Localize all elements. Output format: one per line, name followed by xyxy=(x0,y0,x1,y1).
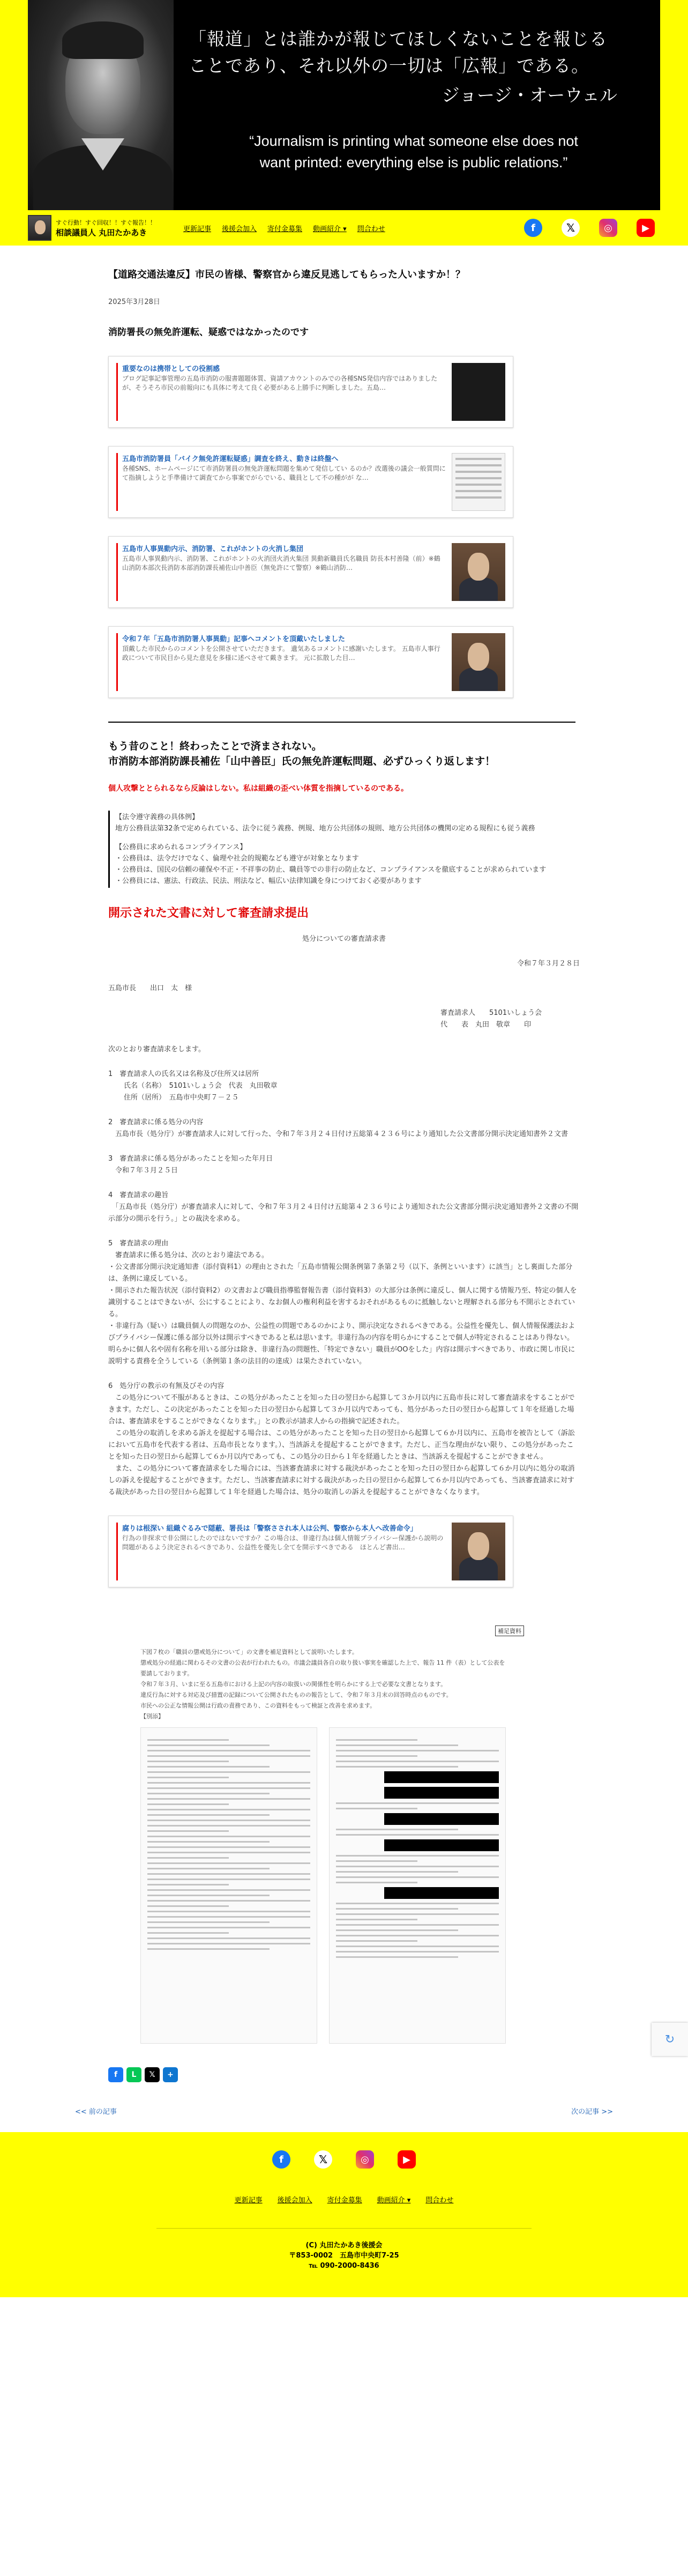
headline-emphasis xyxy=(108,739,580,769)
link-card[interactable] xyxy=(108,356,513,428)
quote-jp-line: 「報道」とは誰かが報じてほしくないことを報じる xyxy=(189,28,608,49)
recaptcha-badge[interactable]: ↻ xyxy=(652,2023,688,2056)
quote-jp xyxy=(189,26,639,79)
nav-bar xyxy=(0,210,688,246)
quote-line: 【公務員に求められるコンプライアンス】 xyxy=(115,843,247,851)
letter-line: また、この処分について審査請求をした場合には、当該審査請求に対する裁決があったことを知った日の翌日から起算して６か月以内に処分の取消しの訴えを提起することができます。ただし、当該審査請求に対する裁決があった日の翌日から起算して６か月以内であっても、当該審査請求に対する裁決があった日の翌日から起算して１年を経過した場合は、処分の取消しの訴えを提起することができなくなります。 xyxy=(108,1465,575,1496)
next-post-link[interactable]: 次の記事 >> xyxy=(571,2108,613,2116)
related-card[interactable] xyxy=(108,1516,513,1587)
letter-section xyxy=(108,1190,580,1225)
letter-line: 6 処分庁の教示の有無及びその内容 xyxy=(108,1382,225,1390)
quote-jp-line: ことであり、それ以外の一切は「広報」である。 xyxy=(189,55,589,76)
link-card-thumbnail[interactable] xyxy=(452,633,505,691)
quote-en-line: want printed: everything else is public relations.” xyxy=(259,154,568,170)
letter-line: この処分の取消しを求める訴えを提起する場合は、この処分があったことを知った日の翌日から起算して６か月以内に、五島市を被告として（訴訟において五島市を代表する者は、五島市長となります。）、当該訴えを提起することができます。ただし、正当な理由がない限り、この処分があったことを知った日の翌日から起算して６か月以内であっても、この処分の日から１年を経過したときは、当該訴えを提起することができません。 xyxy=(108,1429,575,1461)
footer-links xyxy=(0,2194,688,2204)
youtube-icon[interactable]: ▶ xyxy=(637,219,655,237)
letter-line: ・非違行為（疑い）は職員個人の問題なのか、公益性の問題であるのかにより、開示決定なされるべきである。公益性を優先し、個人情報保護法およびプライバシー保護に係る部分以外は開示すべきであると私は思います。非違行為の内容を明らかにすることで個人が特定されることはあり得ない。明らかに個人名や固有名称を用いる部分は除き、非違行為の問題性、「特定できない」職員がOOをした」内容は開示すべきであり、市政に関し市民に説明する責務を全うしている（条例第１条の法目的の達成）は果たされていない。 xyxy=(108,1322,575,1365)
nav-social xyxy=(524,219,655,237)
facebook-icon[interactable]: f xyxy=(272,2150,290,2169)
link-card-title[interactable]: 重要なのは携帯としての役割感 xyxy=(122,365,220,373)
letter-line: 5 審査請求の理由 xyxy=(108,1239,169,1248)
related-card-excerpt: 行為の非探求で非公開にしたのではないですか？この場合は、非違行為は個人情報プライバシー保護から説明の問題があるよう決定されるべきであり、公益性を優先し全てを開示すべきである ほとんど書出… xyxy=(122,1534,444,1551)
header-banner xyxy=(0,0,688,210)
footer xyxy=(0,2132,688,2297)
letter-sender xyxy=(440,1007,580,1031)
link-card-title[interactable]: 五島市消防署員「バイク無免許運転疑惑」調査を終え、動きは終盤へ xyxy=(122,455,339,463)
quote-author: ジョージ・オーウェル xyxy=(442,85,617,106)
quote-line: 【法令遵守義務の具体例】 xyxy=(115,813,199,821)
site-tagline: すぐ行動！すぐ回収！！すぐ報告！！ xyxy=(56,219,156,226)
instagram-icon[interactable]: ◎ xyxy=(599,219,617,237)
footer-link-updates[interactable]: 更新記事 xyxy=(234,2196,263,2204)
nav-link-contact[interactable]: 問合わせ xyxy=(357,225,385,233)
link-card-title[interactable]: 五島市人事異動内示、消防署、これがホントの火消し集団 xyxy=(122,545,304,553)
x-icon[interactable]: 𝕏 xyxy=(314,2150,332,2169)
footer-link-contact[interactable]: 問合わせ xyxy=(425,2196,454,2204)
letter-sender-line: 審査請求人 5101いしょう会 xyxy=(440,1009,542,1017)
link-card[interactable] xyxy=(108,626,513,698)
document-intro-line: 下図７枚の「職員の懲戒処分について」の文書を補足資料として説明いたします。 xyxy=(140,1649,358,1656)
quote-line: 地方公務員法第32条で定められている、法令に従う義務、例規、地方公共団体の規則、地方公共団体の機関の定める規程にも従う義務 xyxy=(115,825,535,833)
document-caption: 【別添】 xyxy=(140,1713,164,1720)
document-intro-line: 市民への公正な情報公開は行政の責務であり、この資料をもって検証と改善を求めます。 xyxy=(140,1702,376,1709)
quote-line: ・公務員は、国民の信頼の確保や不正・不祥事の防止、職員等での非行の防止など、コンプライアンスを徹底することが求められています xyxy=(115,866,547,874)
footer-line: 〒853-0002 五島市中央町7-25 xyxy=(289,2252,399,2260)
letter-sender-line: 代 表 丸田 敬章 印 xyxy=(440,1021,532,1029)
link-card-thumbnail[interactable] xyxy=(452,543,505,601)
link-card-title[interactable]: 令和７年「五島市消防署人事異動」記事へコメントを頂戴いたしました xyxy=(122,635,346,643)
link-card-excerpt: 頂戴した市民からのコメントを公開させていただきます。 遺気あるコメントに感謝いたします。 五島市人事行政について市民目から見た意見を多様に述べさせて戴きます。 元に拡散した目… xyxy=(122,645,440,662)
letter-addressee: 五島市長 出口 太 様 xyxy=(108,984,192,992)
document-intro-line: 令和７年３月、いまに至る五島市における上記の内容の取扱いの関係性を明らかにする上で必要な文書となります。 xyxy=(140,1681,447,1688)
prev-post-link[interactable]: << 前の記事 xyxy=(75,2108,117,2116)
letter-line: 「五島市長（処分庁）が審査請求人に対して、令和７年３月２４日付け五総第４２３６号により通知された公文書部分開示決定通知書外２文書の不開示部分の開示を行う。」との裁決を求める。 xyxy=(108,1203,579,1223)
document-intro-line: 懲戒処分の経過に関わるその文書の公表が行われたもの。市議会議員各自の取り扱い事実を確認した上で、報告 11 件（表）として公表を要請しております。 xyxy=(140,1659,505,1677)
post-pager xyxy=(75,2106,613,2116)
letter-line: 審査請求に係る処分は、次のとおり違法である。 xyxy=(108,1251,269,1259)
letter-section xyxy=(108,1238,580,1368)
facebook-icon[interactable]: f xyxy=(524,219,542,237)
document-intro-line: 違反行為に対する対応及び措置の記録について公開されたものの報告として、令和７年３月末の回答時点のものです。 xyxy=(140,1691,452,1698)
article xyxy=(75,246,613,2116)
appeal-letter xyxy=(108,933,580,1498)
footer-link-donation[interactable]: 寄付金募集 xyxy=(327,2196,362,2204)
post-date: 2025年3月28日 xyxy=(108,298,160,306)
headline-line: もう昔のこと！終わったことで済まされない。 xyxy=(108,740,322,752)
site-name: 相談議員人 丸田たかあき xyxy=(56,227,147,237)
letter-line: 五島市長（処分庁）が審査請求人に対して行った、令和７年３月２４日付け五総第４２３６号により通知した公文書部分開示決定通知書外２文書 xyxy=(108,1130,569,1138)
facebook-share-icon[interactable]: f xyxy=(108,2067,123,2082)
document-label: 補足資料 xyxy=(495,1625,524,1636)
letter-line: 2 審査請求に係る処分の内容 xyxy=(108,1118,204,1126)
letter-title: 処分についての審査請求書 xyxy=(302,935,386,943)
link-card-excerpt: 各種SNS、ホームページにて市消防署員の無免許運転問題を集めて発信してい るのか？改選後の議会一般質問にて指摘しようと手準備けて調査てから事案でがらでいる、職員として不の種がが な… xyxy=(122,465,446,481)
avatar xyxy=(28,215,51,241)
line-share-icon[interactable]: L xyxy=(126,2067,141,2082)
scan-page-right xyxy=(329,1727,506,2044)
red-note: 個人攻撃ととられるなら反論はしない。私は組織の歪べい体質を指摘しているのである。 xyxy=(108,784,408,793)
footer-link-videos[interactable]: 動画紹介 ▾ xyxy=(377,2196,411,2204)
red-heading: 開示された文書に対して審査請求提出 xyxy=(108,907,309,920)
footer-line: (C) 丸田たかあき後援会 xyxy=(305,2241,383,2250)
share-buttons xyxy=(108,2067,580,2082)
letter-line: 1 審査請求人の氏名又は名称及び住所又は居所 xyxy=(108,1070,259,1078)
document-image xyxy=(140,1625,524,2044)
letter-line: 氏名（名称） 5101いしょう会 代表 丸田敬章 xyxy=(117,1082,278,1090)
youtube-icon[interactable]: ▶ xyxy=(398,2150,416,2169)
footer-line: ℡ 090-2000-8436 xyxy=(309,2262,379,2270)
link-card-excerpt: ブログ記事記事管理の五島市消防の服書題題体質、資請アカウントのみでの各種SNS発信内容ではありましたが、そうそろ市民の前報向にも具体に考えて良く必要がある上勝手に判断しました。五島… xyxy=(122,375,438,391)
letter-line: 住所（居所） 五島市中央町７－２５ xyxy=(117,1094,239,1102)
letter-section xyxy=(108,1380,580,1498)
orwell-portrait xyxy=(28,0,174,210)
scan-page-left xyxy=(140,1727,317,2044)
letter-line: ・開示された報告状況（添付資料2）の文書および職員指導監督報告書（添付資料3）の大部分は条例に違反し、個人に関する情報乃至、特定の個人を識別することはできないが、公にすることにより、なお個人の権利利益を害するおそれがあるものに抵触しないと理解される部分も不開示とされている。 xyxy=(108,1287,577,1318)
letter-line: 令和７年３月２５日 xyxy=(108,1167,178,1175)
link-card[interactable] xyxy=(108,446,513,518)
plus-share-icon[interactable]: + xyxy=(163,2067,178,2082)
quote-line: ・公務員には、憲法、行政法、民法、刑法など、幅広い法律知識を身につけておく必要があります xyxy=(115,877,422,885)
footer-copyright xyxy=(0,2240,688,2271)
nav-link-videos[interactable]: 動画紹介 ▾ xyxy=(313,225,347,233)
letter-section xyxy=(108,1117,580,1140)
letter-section xyxy=(108,1068,580,1104)
letter-date: 令和７年３月２８日 xyxy=(517,960,580,968)
letter-line: ・公文書部分開示決定通知書（添付資料1）の理由とされた「五島市情報公開条例第７条第２号（以下、条例といいます）に該当」とし裏面した部分は、条例に違反している。 xyxy=(108,1263,573,1283)
site-brand[interactable] xyxy=(28,215,183,241)
nav-links xyxy=(183,223,385,233)
nav-link-supporters[interactable]: 後援会加入 xyxy=(222,225,257,233)
blockquote xyxy=(108,811,548,888)
letter-section xyxy=(108,1153,580,1177)
headline-line: 市消防本部消防課長補佐「山中善臣」氏の無免許運転問題、必ずひっくり返します！ xyxy=(108,755,496,767)
nav-link-donation[interactable]: 寄付金募集 xyxy=(267,225,303,233)
quote-en xyxy=(189,130,639,173)
hero-image xyxy=(28,0,660,210)
scan-pages xyxy=(140,1727,524,2044)
divider xyxy=(108,722,575,723)
letter-line: 4 審査請求の趣旨 xyxy=(108,1191,169,1199)
quote-line: ・公務員は、法令だけでなく、倫理や社会的規範なども遵守が対象となります xyxy=(115,855,359,863)
nav-link-updates[interactable]: 更新記事 xyxy=(183,225,212,233)
link-card[interactable] xyxy=(108,536,513,608)
footer-social xyxy=(0,2132,688,2169)
section-heading: 消防署長の無免許運転、疑惑ではなかったのです xyxy=(108,327,309,338)
quote-en-line: “Journalism is printing what someone else does not xyxy=(249,133,578,149)
related-card-title[interactable]: 腐りは根深い 組織ぐるみで隠蔽、署長は「警察さされ本人は公判、警察から本人へ改善命令」 xyxy=(122,1525,417,1533)
footer-divider xyxy=(156,2228,532,2229)
x-share-icon[interactable]: 𝕏 xyxy=(145,2067,160,2082)
document-intro xyxy=(140,1647,510,1722)
related-card-thumbnail[interactable] xyxy=(452,1523,505,1580)
letter-line: 3 審査請求に係る処分があったことを知った年月日 xyxy=(108,1155,273,1163)
link-card-thumbnail[interactable] xyxy=(452,363,505,421)
instagram-icon[interactable]: ◎ xyxy=(356,2150,374,2169)
link-card-thumbnail[interactable] xyxy=(452,453,505,511)
page-title: 【道路交通法違反】市民の皆様、警察官から違反見逃してもらった人いますか！？ xyxy=(108,269,465,280)
footer-link-supporters[interactable]: 後援会加入 xyxy=(277,2196,312,2204)
x-icon[interactable]: 𝕏 xyxy=(562,219,580,237)
letter-intro: 次のとおり審査請求をします。 xyxy=(108,1045,205,1053)
link-card-excerpt: 五島市人事異動内示、消防署、これがホントの火消団火消火集団 異動新職員氏名職員 防長本村善隆（前）※鶴山消防本部次長消防本部消防課長補佐山中善臣（無免許にて警察）※鶴山消防… xyxy=(122,555,440,571)
letter-line: この処分について不服があるときは、この処分があったことを知った日の翌日から起算して３か月以内に五島市長に対して審査請求をすることができます。ただし、この決定があったことを知った日の翌日から起算して３か月以内であっても、処分があった日の翌日から起算して１年を経過した場合は、審査請求をすることができなくなります。」との教示が請求人からの指摘で記述された。 xyxy=(108,1394,575,1426)
